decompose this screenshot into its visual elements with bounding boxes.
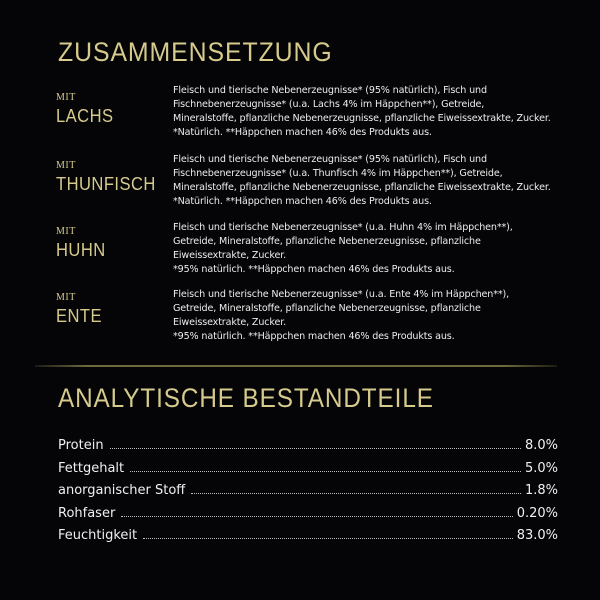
description-line: Fleisch und tierische Nebenerzeugnisse* (u.a. Ente 4% im Häppchen**), xyxy=(173,289,509,300)
row-value: 5.0% xyxy=(524,460,558,476)
row-label: Rohfaser xyxy=(58,505,116,521)
section-divider xyxy=(35,365,557,367)
variant-name: HUHN xyxy=(56,240,106,260)
description-line: Fischnebenerzeugnisse* (u.a. Thunfisch 4% im Häppchen**), Getreide, xyxy=(173,168,503,179)
description-line: Fleisch und tierische Nebenerzeugnisse* (95% natürlich), Fisch und xyxy=(173,154,487,165)
variant-description-huhn xyxy=(173,221,553,277)
description-line: Mineralstoffe, pflanzliche Nebenerzeugnisse, pflanzliche Eiweissextrakte, Zucker. xyxy=(173,113,551,124)
description-line: Getreide, Mineralstoffe, pflanzliche Nebenerzeugnisse, pflanzliche xyxy=(173,236,481,247)
variant-label-thunfisch xyxy=(56,160,166,194)
description-line: Mineralstoffe, pflanzliche Nebenerzeugnisse, pflanzliche Eiweissextrakte, Zucker. xyxy=(173,182,551,193)
analytical-title: ANALYTISCHE BESTANDTEILE xyxy=(58,383,434,413)
description-line: Eiweissextrakte, Zucker. xyxy=(173,317,287,328)
dot-leader xyxy=(191,493,521,494)
description-line: *95% natürlich. **Häppchen machen 46% des Produkts aus. xyxy=(173,264,455,275)
row-label: Protein xyxy=(58,438,104,453)
row-label: anorganischer Stoff xyxy=(58,483,186,499)
table-row xyxy=(58,438,558,461)
description-line: Getreide, Mineralstoffe, pflanzliche Nebenerzeugnisse, pflanzliche xyxy=(173,303,481,314)
dot-leader xyxy=(130,471,521,472)
table-row xyxy=(58,483,558,506)
description-line: *95% natürlich. **Häppchen machen 46% des Produkts aus. xyxy=(173,331,455,342)
variant-description-ente xyxy=(173,288,553,344)
variant-prefix: MIT xyxy=(56,226,76,237)
variant-label-huhn xyxy=(56,226,166,260)
table-row xyxy=(58,461,558,484)
row-label: Fettgehalt xyxy=(58,460,125,476)
row-value: 8.0% xyxy=(524,438,558,453)
variant-name: THUNFISCH xyxy=(56,174,156,194)
variant-prefix: MIT xyxy=(56,292,76,303)
table-row xyxy=(58,506,558,529)
dot-leader xyxy=(121,516,512,517)
dot-leader xyxy=(110,448,521,449)
analytical-table xyxy=(58,438,558,551)
row-value: 83.0% xyxy=(516,528,558,544)
table-row xyxy=(58,528,558,551)
variant-name: LACHS xyxy=(56,106,114,126)
description-line: Fleisch und tierische Nebenerzeugnisse* (u.a. Huhn 4% im Häppchen**), xyxy=(173,222,513,233)
variant-label-lachs xyxy=(56,92,166,126)
variant-prefix: MIT xyxy=(56,92,76,103)
variant-description-thunfisch xyxy=(173,153,553,209)
row-value: 1.8% xyxy=(524,483,558,499)
variant-label-ente xyxy=(56,292,166,326)
composition-title: ZUSAMMENSETZUNG xyxy=(58,37,333,67)
description-line: Fleisch und tierische Nebenerzeugnisse* (95% natürlich), Fisch und xyxy=(173,85,487,96)
variant-prefix: MIT xyxy=(56,160,76,171)
variant-description-lachs xyxy=(173,84,553,140)
description-line: Eiweissextrakte, Zucker. xyxy=(173,250,287,261)
description-line: Fischnebenerzeugnisse* (u.a. Lachs 4% im Häppchen**), Getreide, xyxy=(173,99,485,110)
dot-leader xyxy=(143,538,513,539)
description-line: *Natürlich. **Häppchen machen 46% des Produkts aus. xyxy=(173,196,432,207)
row-label: Feuchtigkeit xyxy=(58,528,138,544)
description-line: *Natürlich. **Häppchen machen 46% des Produkts aus. xyxy=(173,127,432,138)
variant-name: ENTE xyxy=(56,306,103,326)
row-value: 0.20% xyxy=(516,505,558,521)
